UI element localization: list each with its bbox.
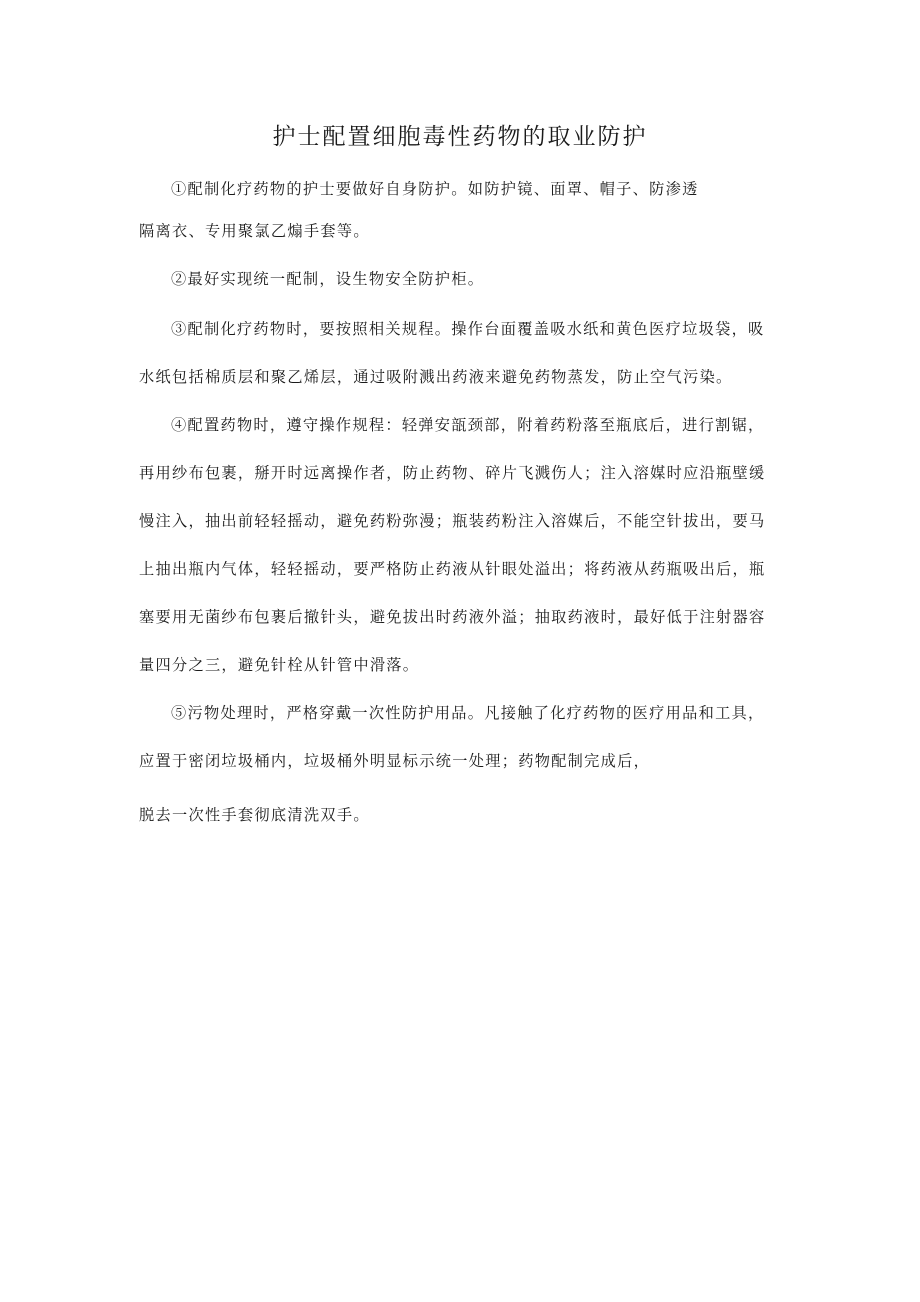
paragraph-5-line-3: 脱去一次性手套彻底清洗双手。 [139, 806, 370, 824]
paragraph-3-line-2: 水纸包括棉质层和聚乙烯层，通过吸附溅出药液来避免药物蒸发，防止空气污染。 [139, 368, 733, 386]
paragraph-2-line-1: ②最好实现统一配制，设生物安全防护柜。 [171, 270, 485, 288]
document-title: 护士配置细胞毒性药物的取业防护 [272, 124, 648, 150]
paragraph-1-line-1: ①配制化疗药物的护士要做好自身防护。如防护镜、面罩、帽子、防渗透 [171, 180, 699, 198]
paragraph-1-line-2: 隔离衣、专用聚氯乙煽手套等。 [139, 222, 370, 240]
paragraph-3-line-1: ③配制化疗药物时，要按照相关规程。操作台面覆盖吸水纸和黄色医疗垃圾袋，吸 [171, 320, 765, 338]
paragraph-4-line-2: 再用纱布包裹，掰开时远离操作者，防止药物、碎片飞溅伤人；注入溶媒时应沿瓶壁缓 [139, 464, 766, 482]
paragraph-4-line-5: 塞要用无菌纱布包裹后撤针头，避免拔出时药液外溢；抽取药液时，最好低于注射器容 [139, 608, 766, 626]
paragraph-4-line-6: 量四分之三，避免针栓从针管中滑落。 [139, 656, 420, 674]
paragraph-4-line-1: ④配置药物时，遵守操作规程：轻弹安瓿颈部，附着药粉落至瓶底后，进行割锯， [171, 416, 765, 434]
paragraph-4-line-4: 上抽出瓶内气体，轻轻摇动，要严格防止药液从针眼处溢出；将药液从药瓶吸出后，瓶 [139, 560, 766, 578]
paragraph-5-line-1: ⑤污物处理时，严格穿戴一次性防护用品。凡接触了化疗药物的医疗用品和工具， [171, 704, 765, 722]
paragraph-5-line-2: 应置于密闭垃圾桶内，垃圾桶外明显标示统一处理；药物配制完成后， [139, 752, 651, 770]
paragraph-4-line-3: 慢注入，抽出前轻轻摇动，避免药粉弥漫；瓶装药粉注入溶媒后，不能空针拔出，要马 [139, 512, 766, 530]
